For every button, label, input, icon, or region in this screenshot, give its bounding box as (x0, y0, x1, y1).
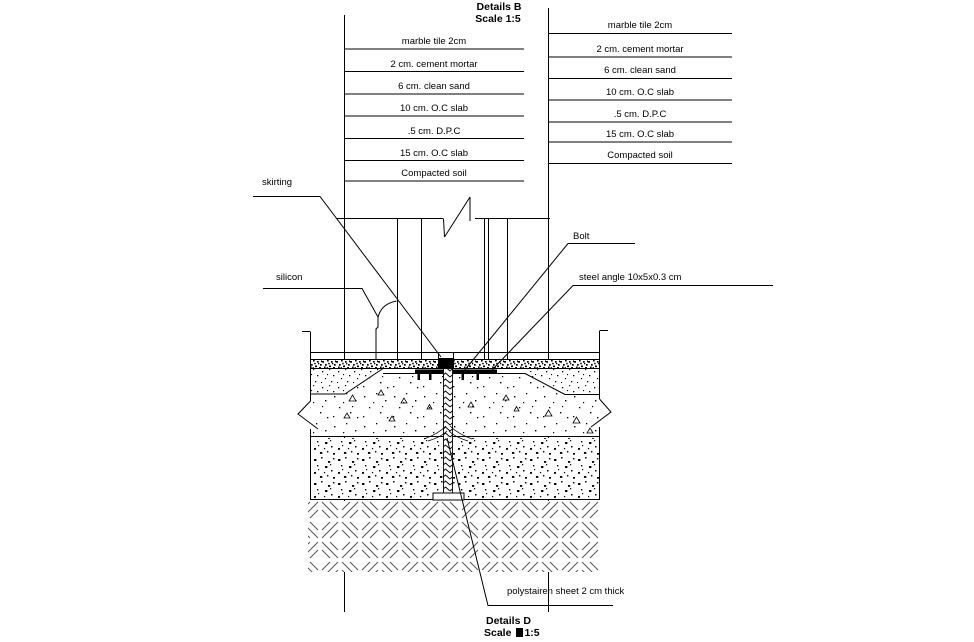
bolt-label: Bolt (573, 231, 590, 242)
silicon-label: silicon (276, 272, 303, 283)
joint-base-plate (433, 493, 464, 500)
steel-angle-leader (491, 286, 773, 372)
steel-angle-label: steel angle 10x5x0.3 cm (579, 272, 682, 283)
polystyrene-label: polystairen sheet 2 cm thick (507, 586, 625, 597)
layer-label-left-slab10: 10 cm. O.C slab (399, 103, 469, 114)
details-d-scale-value: 1:5 (524, 627, 540, 639)
mortar-band-hatch (310, 360, 600, 369)
details-d-scale (484, 628, 540, 639)
bolt-leader (464, 244, 635, 372)
layer-label-right-soil: Compacted soil (607, 150, 673, 161)
floor-section (298, 331, 611, 573)
silicon-bead (376, 301, 397, 360)
layer-label-left-sand: 6 cm. clean sand (398, 81, 470, 92)
details-d-scale-prefix: Scale (484, 627, 512, 639)
layer-label-left-dpc: .5 cm. D.P.C (407, 125, 461, 137)
soil-hatch (308, 501, 600, 572)
steel-angle-left (415, 370, 443, 375)
details-b-title: Details B (476, 1, 522, 13)
layer-label-right-mortar: 2 cm. cement mortar (596, 43, 684, 55)
layer-label-right-slab10: 10 cm. O.C slab (605, 86, 675, 98)
steel-angle-right (453, 370, 497, 375)
silicon-leader (263, 289, 378, 318)
layer-label-right-slab15: 15 cm. O.C slab (605, 128, 675, 140)
polystyrene-sheet (444, 369, 453, 494)
silicon-sealant (438, 358, 454, 369)
skirting-label: skirting (262, 177, 293, 188)
layer-label-left-soil: Compacted soil (401, 168, 467, 179)
wall-section (337, 197, 550, 360)
details-b-scale: Scale 1:5 (475, 12, 521, 25)
layer-label-left-marble: marble tile 2cm (401, 36, 467, 47)
layer-label-right-marble: marble tile 2cm (607, 20, 673, 31)
layer-label-right-sand: 6 cm. clean sand (604, 65, 676, 76)
black-box-glyph (516, 628, 523, 637)
layer-label-right-dpc: .5 cm. D.P.C (613, 108, 667, 120)
layer-label-left-slab15: 15 cm. O.C slab (399, 147, 469, 159)
layer-label-left-mortar: 2 cm. cement mortar (390, 58, 478, 70)
details-d-title: Details D (486, 615, 531, 627)
